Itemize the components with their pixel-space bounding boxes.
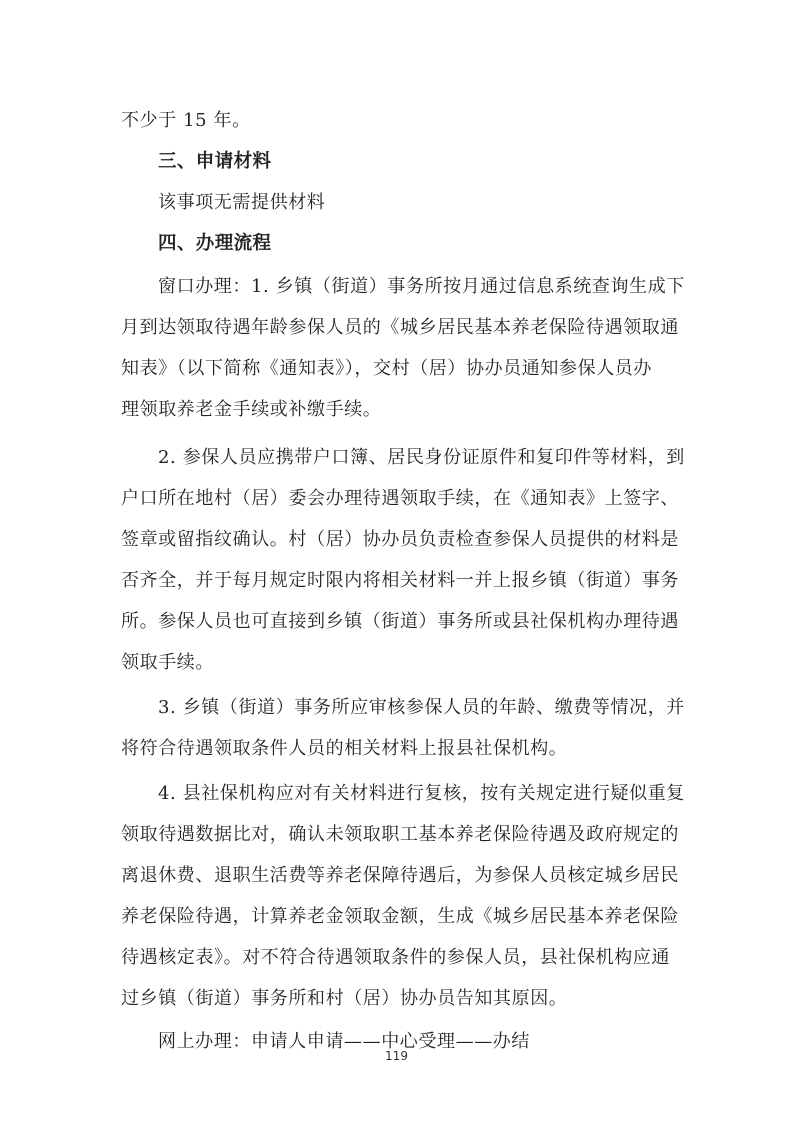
paragraph-step4-line: 待遇核定表》。对不符合待遇领取条件的参保人员，县社保机构应通: [121, 947, 670, 968]
paragraph-step2-line: 否齐全，并于每月规定时限内将相关材料一并上报乡镇（街道）事务: [121, 570, 679, 591]
body-text-line: 不少于 15 年。: [121, 110, 251, 131]
paragraph-window-line: 知表》（以下简称《通知表》），交村（居）协办员通知参保人员办: [121, 358, 652, 379]
body-text-line: 该事项无需提供材料: [158, 192, 326, 213]
paragraph-step4-line: 4. 县社保机构应对有关材料进行复核，按有关规定进行疑似重复: [158, 783, 685, 804]
paragraph-step2-line: 户口所在地村（居）委会办理待遇领取手续，在《通知表》上签字、: [121, 488, 679, 509]
paragraph-step2-line: 签章或留指纹确认。村（居）协办员负责检查参保人员提供的材料是: [121, 529, 679, 550]
paragraph-window-line: 月到达领取待遇年龄参保人员的《城乡居民基本养老保险待遇领取通: [121, 317, 679, 338]
paragraph-window-line: 理领取养老金手续或补缴手续。: [121, 399, 382, 420]
section-heading-process: 四、办理流程: [158, 233, 272, 254]
section-heading-materials: 三、申请材料: [158, 151, 272, 172]
paragraph-step4-line: 领取待遇数据比对，确认未领取职工基本养老保险待遇及政府规定的: [121, 824, 679, 845]
paragraph-step2-line: 所。参保人员也可直接到乡镇（街道）事务所或县社保机构办理待遇: [121, 611, 679, 632]
paragraph-step4-line: 过乡镇（街道）事务所和村（居）协办员告知其原因。: [121, 988, 568, 1009]
paragraph-step2-line: 2. 参保人员应携带户口簿、居民身份证原件和复印件等材料，到: [158, 447, 685, 468]
page-number: 119: [385, 1049, 408, 1063]
paragraph-online-line: 网上办理：申请人申请——中心受理——办结: [158, 1031, 530, 1052]
paragraph-step3-line: 3. 乡镇（街道）事务所应审核参保人员的年龄、缴费等情况，并: [158, 697, 685, 718]
paragraph-step2-line: 领取手续。: [121, 652, 214, 673]
paragraph-step4-line: 离退休费、退职生活费等养老保障待遇后，为参保人员核定城乡居民: [121, 865, 679, 886]
paragraph-window-line: 窗口办理：1. 乡镇（街道）事务所按月通过信息系统查询生成下: [158, 276, 685, 297]
paragraph-step4-line: 养老保险待遇，计算养老金领取金额，生成《城乡居民基本养老保险: [121, 906, 679, 927]
paragraph-step3-line: 将符合待遇领取条件人员的相关材料上报县社保机构。: [121, 738, 568, 759]
